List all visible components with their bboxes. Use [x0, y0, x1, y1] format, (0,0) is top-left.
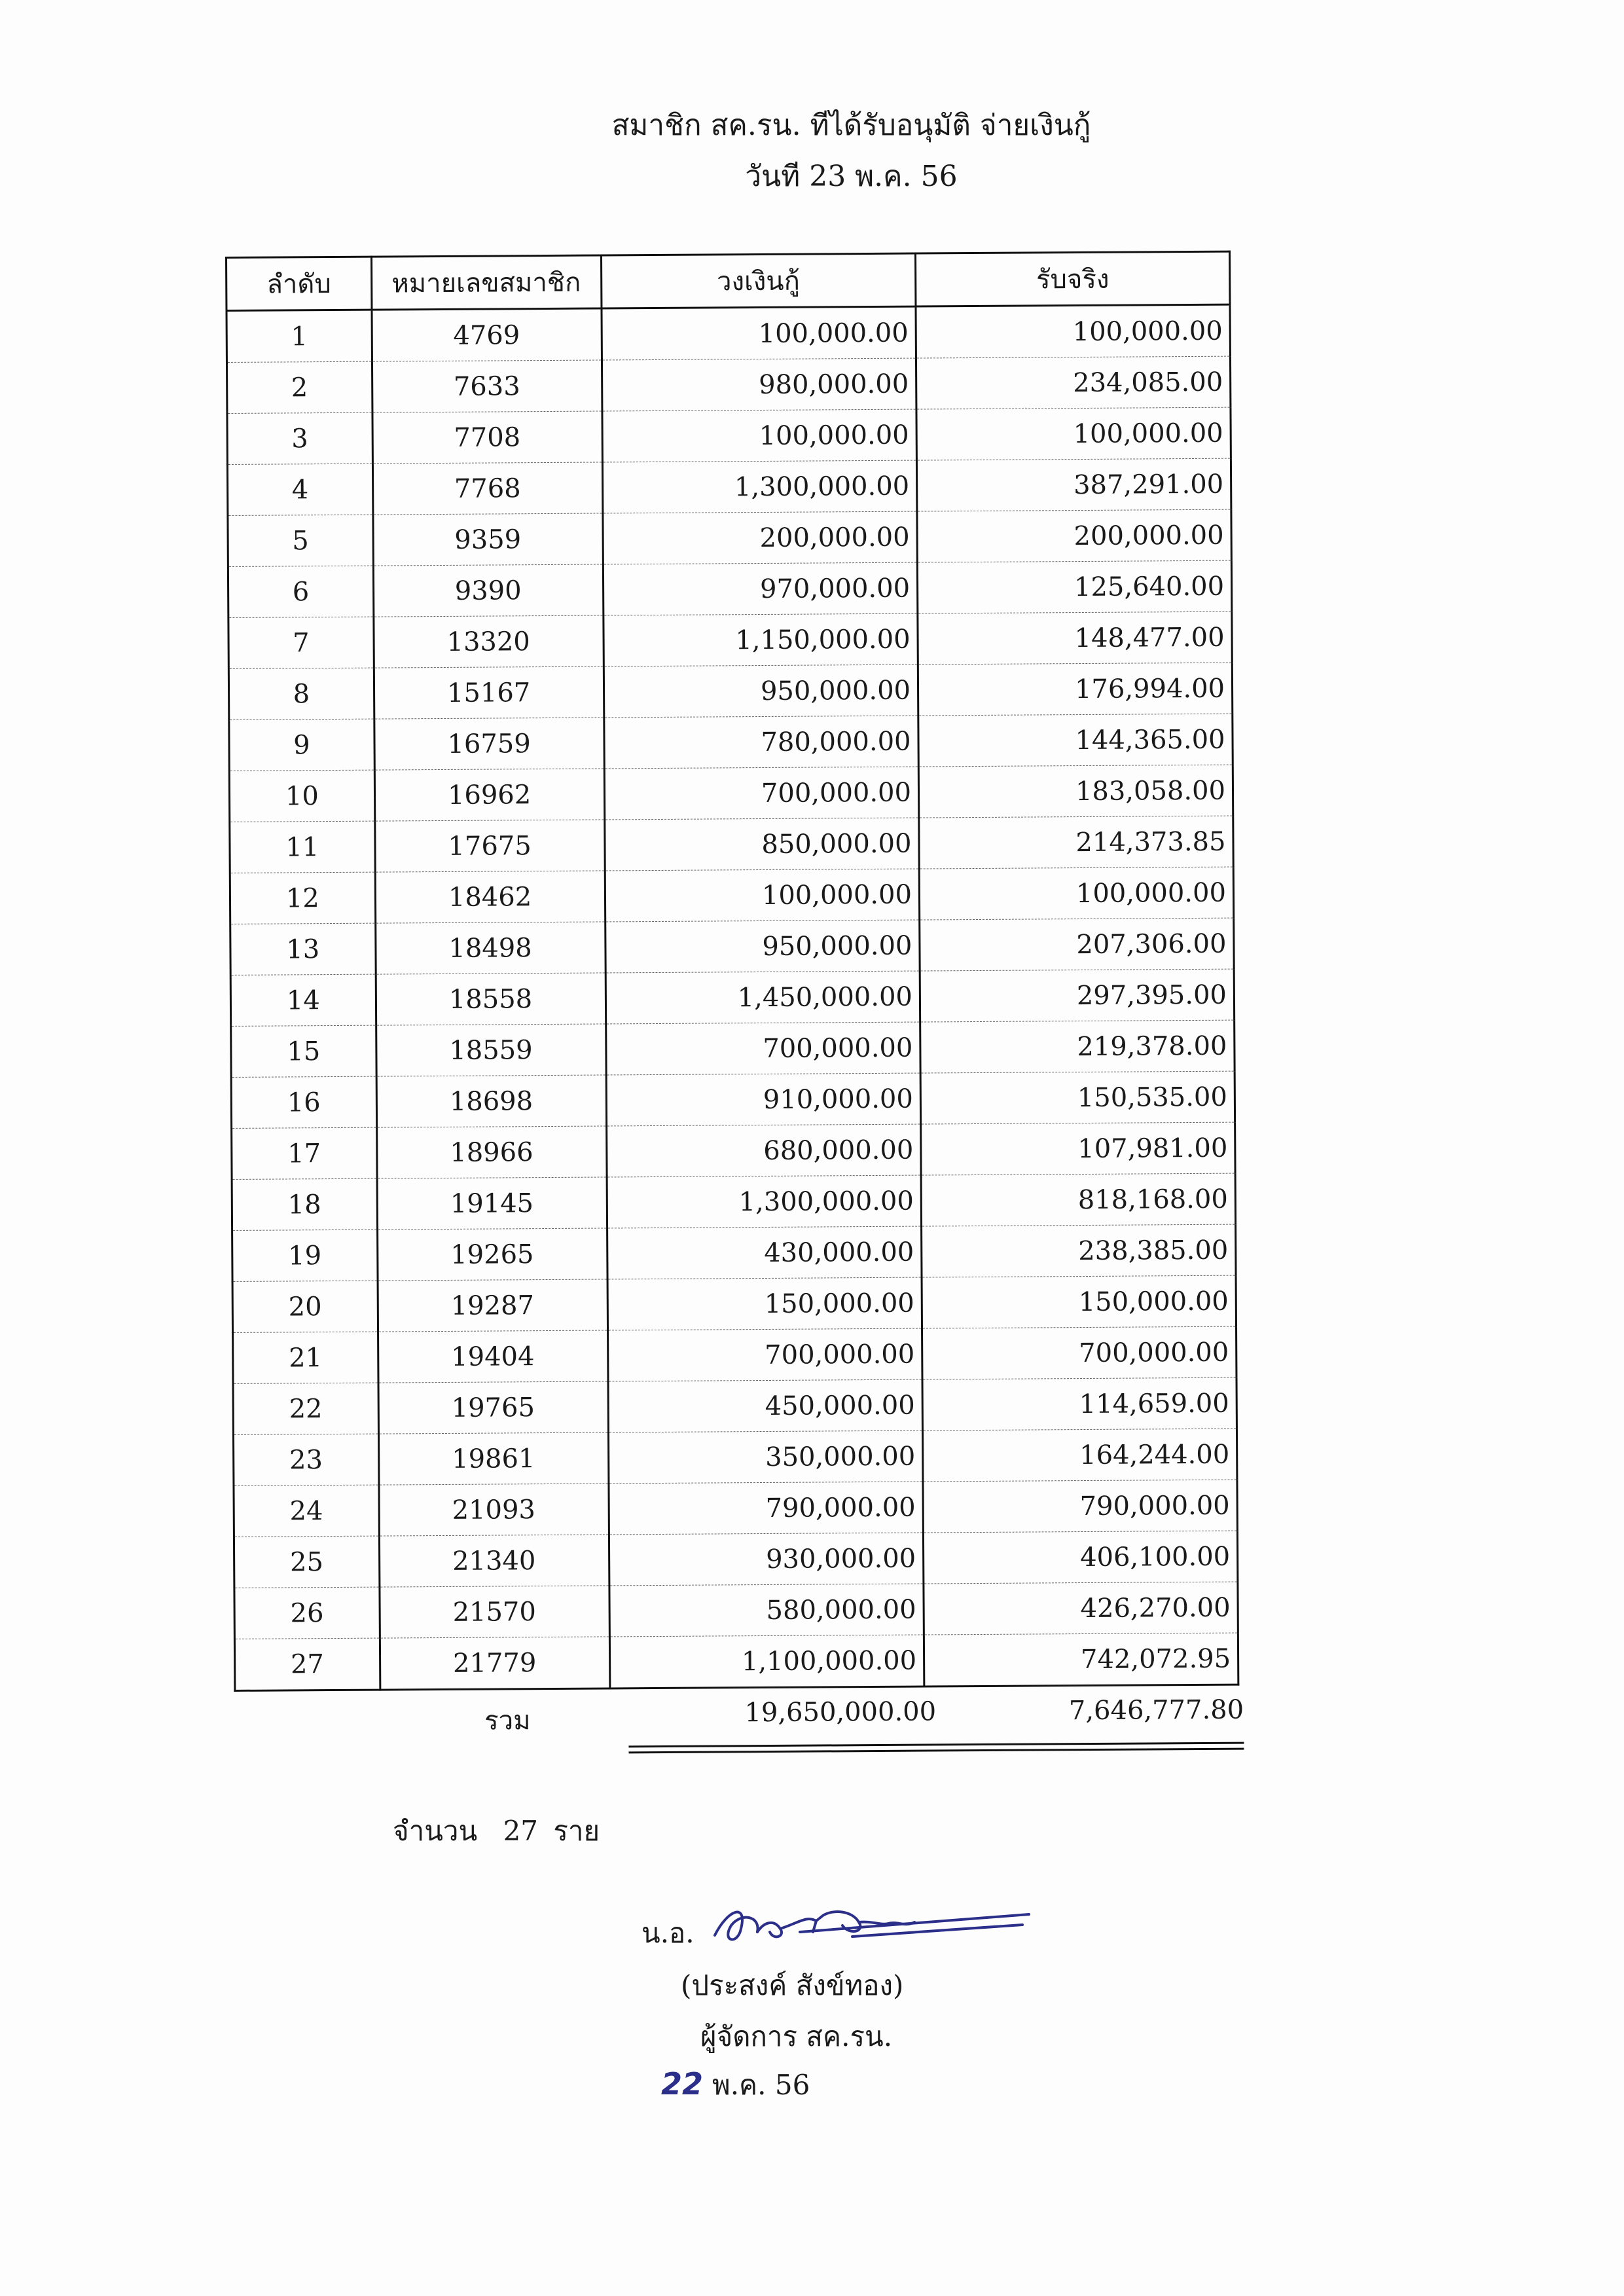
- cell-member-number: 18966: [376, 1126, 606, 1178]
- cell-member-number: 4769: [372, 308, 602, 361]
- cell-loan-amount: 580,000.00: [609, 1584, 924, 1637]
- cell-loan-amount: 700,000.00: [607, 1328, 922, 1381]
- cell-received: 114,659.00: [922, 1377, 1236, 1430]
- cell-received: 176,994.00: [918, 663, 1232, 716]
- cell-member-number: 19145: [377, 1177, 607, 1230]
- cell-member-number: 18559: [376, 1024, 605, 1076]
- table-row: [232, 1275, 1236, 1332]
- table-body: [226, 304, 1238, 1690]
- cell-sequence: 25: [234, 1536, 379, 1588]
- cell-sequence: 23: [233, 1434, 378, 1485]
- cell-sequence: 14: [230, 974, 376, 1026]
- cell-received: 100,000.00: [916, 407, 1231, 460]
- cell-member-number: 16962: [374, 769, 604, 821]
- cell-member-number: 21093: [379, 1484, 609, 1536]
- table-row: [228, 611, 1232, 668]
- cell-member-number: 9390: [373, 564, 603, 617]
- cell-received: 183,058.00: [918, 765, 1233, 818]
- cell-sequence: 26: [234, 1587, 380, 1639]
- cell-received: 100,000.00: [919, 867, 1233, 920]
- cell-received: 238,385.00: [922, 1224, 1236, 1277]
- cell-sequence: 2: [226, 361, 372, 413]
- cell-member-number: 18558: [376, 973, 605, 1025]
- table-row: [234, 1582, 1238, 1639]
- column-header-received: รับจริง: [915, 251, 1230, 306]
- cell-loan-amount: 930,000.00: [609, 1533, 924, 1586]
- cell-sequence: 16: [231, 1076, 376, 1128]
- table-row: [230, 867, 1233, 924]
- cell-sequence: 7: [228, 617, 374, 668]
- cell-member-number: 19287: [378, 1279, 607, 1332]
- total-received-amount: 7,646,777.80: [1068, 1694, 1244, 1726]
- cell-sequence: 12: [230, 872, 375, 924]
- table-row: [234, 1633, 1238, 1690]
- table-row: [232, 1122, 1235, 1179]
- table-row: [230, 969, 1234, 1026]
- record-count: [393, 1810, 600, 1853]
- cell-member-number: 13320: [374, 615, 604, 668]
- cell-received: 406,100.00: [923, 1531, 1237, 1584]
- handwritten-signature: [702, 1896, 1042, 1955]
- cell-member-number: 16759: [374, 718, 604, 770]
- cell-received: 144,365.00: [918, 714, 1233, 767]
- cell-loan-amount: 1,100,000.00: [609, 1635, 924, 1688]
- cell-loan-amount: 700,000.00: [604, 767, 919, 820]
- signer-name: (ประสงค์ สังข์ทอง): [681, 1969, 904, 2001]
- cell-received: 234,085.00: [916, 356, 1230, 409]
- document-date: วันที 23 พ.ค. 56: [745, 160, 958, 193]
- cell-received: 219,378.00: [920, 1020, 1235, 1073]
- cell-member-number: 21340: [379, 1535, 609, 1587]
- table-row: [233, 1429, 1236, 1485]
- cell-received: 387,291.00: [916, 458, 1231, 511]
- cell-member-number: 19861: [378, 1432, 608, 1485]
- table-row: [231, 1020, 1235, 1077]
- cell-member-number: 9359: [373, 513, 603, 566]
- total-loan-amount: 19,650,000.00: [744, 1696, 937, 1728]
- cell-loan-amount: 1,300,000.00: [602, 460, 917, 513]
- column-header-sequence: ลำดับ: [226, 257, 372, 310]
- count-unit: ราย: [553, 1815, 600, 1847]
- signer-position: ผู้จัดการ สค.รน.: [700, 2020, 893, 2052]
- loan-table: [225, 251, 1239, 1692]
- cell-received: 818,168.00: [921, 1173, 1235, 1226]
- cell-member-number: 18698: [376, 1075, 606, 1127]
- cell-member-number: 21570: [380, 1586, 609, 1638]
- cell-loan-amount: 1,300,000.00: [607, 1175, 922, 1228]
- table-row: [231, 1071, 1235, 1128]
- cell-loan-amount: 680,000.00: [606, 1124, 921, 1177]
- cell-received: 200,000.00: [917, 509, 1231, 562]
- table-row: [228, 663, 1232, 720]
- cell-sequence: 21: [233, 1332, 378, 1383]
- cell-sequence: 22: [233, 1383, 378, 1434]
- cell-sequence: 18: [232, 1178, 377, 1230]
- cell-sequence: 10: [229, 770, 374, 822]
- column-header-loan-amount: วงเงินกู้: [601, 253, 916, 308]
- handwritten-day: 22: [661, 2066, 704, 2102]
- cell-received: 164,244.00: [922, 1429, 1236, 1482]
- cell-sequence: 13: [230, 923, 376, 975]
- cell-loan-amount: 450,000.00: [608, 1379, 923, 1432]
- cell-member-number: 18498: [375, 922, 605, 974]
- cell-loan-amount: 150,000.00: [607, 1277, 922, 1330]
- cell-received: 297,395.00: [920, 969, 1234, 1022]
- cell-loan-amount: 910,000.00: [606, 1073, 921, 1126]
- document-title: สมาชิก สค.รน. ทีได้รับอนุมัติ จ่ายเงินกู้: [611, 109, 1091, 142]
- cell-loan-amount: 790,000.00: [608, 1482, 923, 1535]
- double-underline: [628, 1742, 1244, 1754]
- cell-received: 700,000.00: [922, 1326, 1236, 1379]
- signature-date: [661, 2064, 810, 2107]
- cell-sequence: 20: [232, 1281, 378, 1332]
- cell-sequence: 8: [228, 668, 374, 720]
- cell-loan-amount: 850,000.00: [604, 818, 919, 871]
- table-row: [233, 1326, 1236, 1383]
- table-header-row: [226, 251, 1230, 310]
- cell-received: 150,535.00: [920, 1071, 1235, 1124]
- table-row: [227, 407, 1231, 464]
- cell-received: 107,981.00: [921, 1122, 1235, 1175]
- column-header-member-number: หมายเลขสมาชิก: [371, 255, 601, 310]
- cell-sequence: 3: [227, 412, 372, 464]
- cell-member-number: 7708: [372, 411, 602, 464]
- table-row: [226, 356, 1230, 413]
- count-label: จำนวน: [393, 1815, 478, 1847]
- cell-member-number: 7768: [372, 462, 602, 515]
- cell-received: 742,072.95: [924, 1633, 1238, 1686]
- table-row: [230, 918, 1234, 975]
- cell-member-number: 19265: [377, 1228, 607, 1281]
- cell-loan-amount: 950,000.00: [605, 920, 920, 973]
- cell-received: 125,640.00: [917, 560, 1231, 613]
- cell-loan-amount: 200,000.00: [602, 511, 917, 564]
- table-row: [228, 509, 1231, 566]
- cell-sequence: 6: [228, 566, 373, 617]
- table-row: [229, 714, 1233, 771]
- cell-received: 214,373.85: [919, 816, 1233, 869]
- cell-loan-amount: 430,000.00: [607, 1226, 922, 1279]
- cell-member-number: 19404: [378, 1330, 607, 1383]
- table-row: [234, 1531, 1237, 1588]
- cell-received: 207,306.00: [920, 918, 1234, 971]
- cell-sequence: 19: [232, 1230, 378, 1281]
- cell-member-number: 19765: [378, 1381, 608, 1434]
- cell-received: 790,000.00: [923, 1480, 1237, 1533]
- totals-row: [236, 1695, 1244, 1747]
- signature-date-suffix: พ.ค. 56: [712, 2069, 810, 2101]
- table-row: [233, 1377, 1236, 1434]
- cell-received: 100,000.00: [916, 304, 1230, 358]
- count-value: 27: [503, 1815, 539, 1847]
- cell-sequence: 9: [229, 719, 374, 771]
- cell-sequence: 11: [230, 821, 375, 873]
- cell-loan-amount: 350,000.00: [608, 1430, 923, 1484]
- signer-rank: น.อ.: [641, 1917, 695, 1949]
- cell-sequence: 5: [228, 515, 373, 566]
- cell-member-number: 17675: [374, 820, 604, 872]
- table-row: [232, 1173, 1235, 1230]
- cell-loan-amount: 700,000.00: [605, 1022, 920, 1075]
- total-label: รวม: [484, 1705, 531, 1736]
- cell-received: 426,270.00: [924, 1582, 1238, 1635]
- cell-sequence: 4: [227, 464, 372, 515]
- cell-loan-amount: 970,000.00: [603, 562, 918, 615]
- cell-loan-amount: 1,450,000.00: [605, 971, 920, 1024]
- cell-member-number: 7633: [372, 360, 602, 412]
- table-row: [234, 1480, 1237, 1537]
- cell-loan-amount: 950,000.00: [604, 665, 918, 718]
- table-row: [230, 816, 1233, 873]
- table-row: [227, 458, 1231, 515]
- table-row: [228, 560, 1231, 617]
- table-row: [226, 304, 1230, 362]
- cell-loan-amount: 100,000.00: [605, 869, 920, 922]
- table-row: [229, 765, 1233, 822]
- cell-sequence: 27: [234, 1638, 380, 1690]
- cell-loan-amount: 980,000.00: [602, 358, 916, 411]
- cell-received: 148,477.00: [918, 611, 1232, 665]
- cell-member-number: 15167: [374, 666, 604, 719]
- cell-member-number: 18462: [375, 871, 605, 923]
- table-row: [232, 1224, 1236, 1281]
- cell-member-number: 21779: [380, 1637, 609, 1690]
- cell-received: 150,000.00: [922, 1275, 1236, 1328]
- cell-sequence: 1: [226, 310, 372, 362]
- cell-loan-amount: 100,000.00: [601, 306, 916, 360]
- cell-loan-amount: 780,000.00: [604, 716, 918, 769]
- cell-sequence: 24: [234, 1485, 379, 1537]
- cell-loan-amount: 1,150,000.00: [603, 613, 918, 666]
- cell-loan-amount: 100,000.00: [602, 409, 916, 462]
- cell-sequence: 17: [232, 1127, 377, 1179]
- cell-sequence: 15: [231, 1025, 376, 1077]
